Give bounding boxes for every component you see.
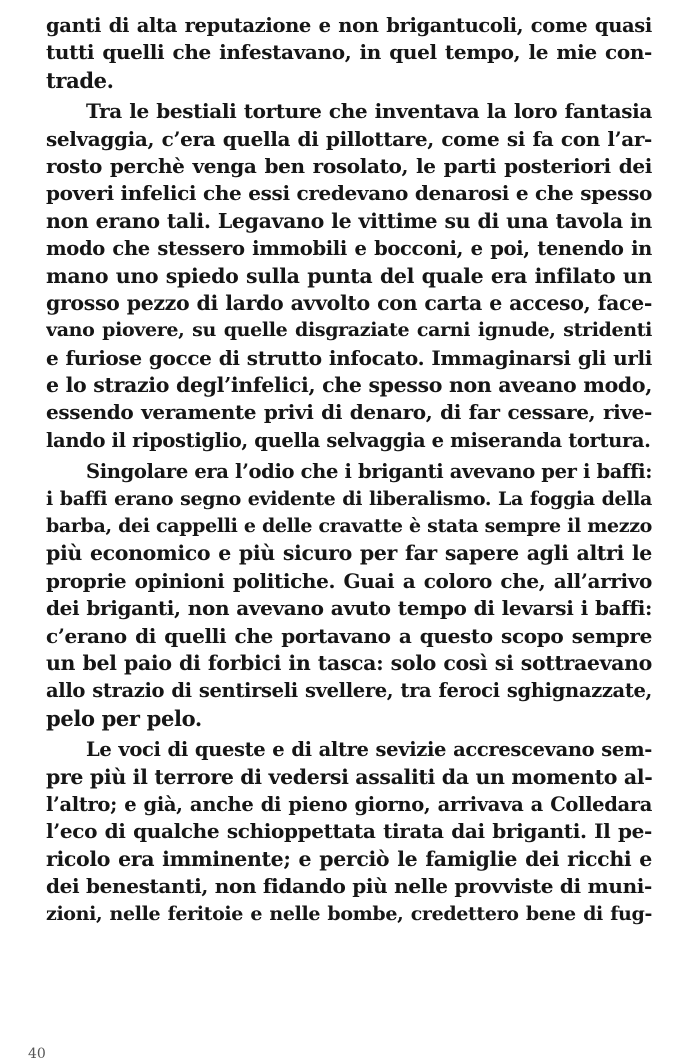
text-line: allo strazio di sentirseli svellere, tra feroci sghignazzate, <box>46 679 652 703</box>
text-line: i baffi erano segno evidente di liberalismo. La foggia della <box>46 487 652 510</box>
text-line: barba, dei cappelli e delle cravatte è stata sempre il mezzo <box>46 515 652 538</box>
text-line: essendo veramente privi di denaro, di far cessare, rive- <box>46 400 652 425</box>
text-line: selvaggia, c’era quella di pillottare, come si fa con l’ar- <box>46 126 652 151</box>
paragraph-2 <box>46 98 652 454</box>
paragraph-4 <box>46 736 652 928</box>
text-line: c’erano di quelli che portavano a questo scopo sempre <box>46 623 652 648</box>
text-line: e lo strazio degl’infelici, che spesso non aveano modo, <box>46 373 652 398</box>
paragraph-3 <box>46 458 652 732</box>
text-line: Le voci di queste e di altre sevizie accrescevano sem- <box>86 738 652 762</box>
text-line: pre più il terrore di vedersi assaliti da un momento al- <box>46 764 652 789</box>
text-line: Tra le bestiali torture che inventava la loro fantasia <box>86 99 652 124</box>
text-line: grosso pezzo di lardo avvolto con carta e acceso, face- <box>46 290 652 315</box>
text-line: modo che stessero immobili e bocconi, e poi, tenendo in <box>46 237 652 261</box>
text-line: non erano tali. Legavano le vittime su di una tavola in <box>46 208 652 233</box>
text-line: poveri infelici che essi credevano denarosi e che spesso <box>46 181 652 206</box>
text-line: ganti di alta reputazione e non brigantucoli, come quasi <box>46 14 652 37</box>
text-line: tutti quelli che infestavano, in quel tempo, le mie con- <box>46 40 652 65</box>
body-text <box>46 12 652 932</box>
text-line: proprie opinioni politiche. Guai a coloro che, all’arrivo <box>46 568 652 593</box>
text-line: Singolare era l’odio che i briganti avevano per i baffi: <box>86 460 652 484</box>
paragraph-1 <box>46 12 652 94</box>
text-line: un bel paio di forbici in tasca: solo così si sottraevano <box>46 650 652 675</box>
text-line: zioni, nelle feritoie e nelle bombe, credettero bene di fug- <box>46 902 652 925</box>
text-line: l’eco di qualche schioppettata tirata dai briganti. Il pe- <box>46 819 652 844</box>
text-line: dei benestanti, non fidando più nelle provviste di muni- <box>46 874 652 899</box>
text-line: dei briganti, non avevano avuto tempo di levarsi i baffi: <box>46 596 652 621</box>
text-line: e furiose gocce di strutto infocato. Immaginarsi gli urli <box>46 345 652 370</box>
text-line: vano piovere, su quelle disgraziate carni ignude, stridenti <box>46 319 652 342</box>
text-line: pelo per pelo. <box>46 705 202 731</box>
text-line: l’altro; e già, anche di pieno giorno, arrivava a Colledara <box>46 792 652 816</box>
text-line: ricolo era imminente; e perciò le famiglie dei ricchi e <box>46 846 652 871</box>
text-line: più economico e più sicuro per far sapere agli altri le <box>46 541 652 566</box>
text-line: rosto perchè venga ben rosolato, le parti posteriori dei <box>46 153 652 178</box>
text-line: trade. <box>46 67 114 93</box>
text-line: lando il ripostiglio, quella selvaggia e miseranda tortura. <box>46 428 651 452</box>
page-number: 40 <box>28 1046 46 1058</box>
text-line: mano uno spiedo sulla punta del quale era infilato un <box>46 263 652 288</box>
